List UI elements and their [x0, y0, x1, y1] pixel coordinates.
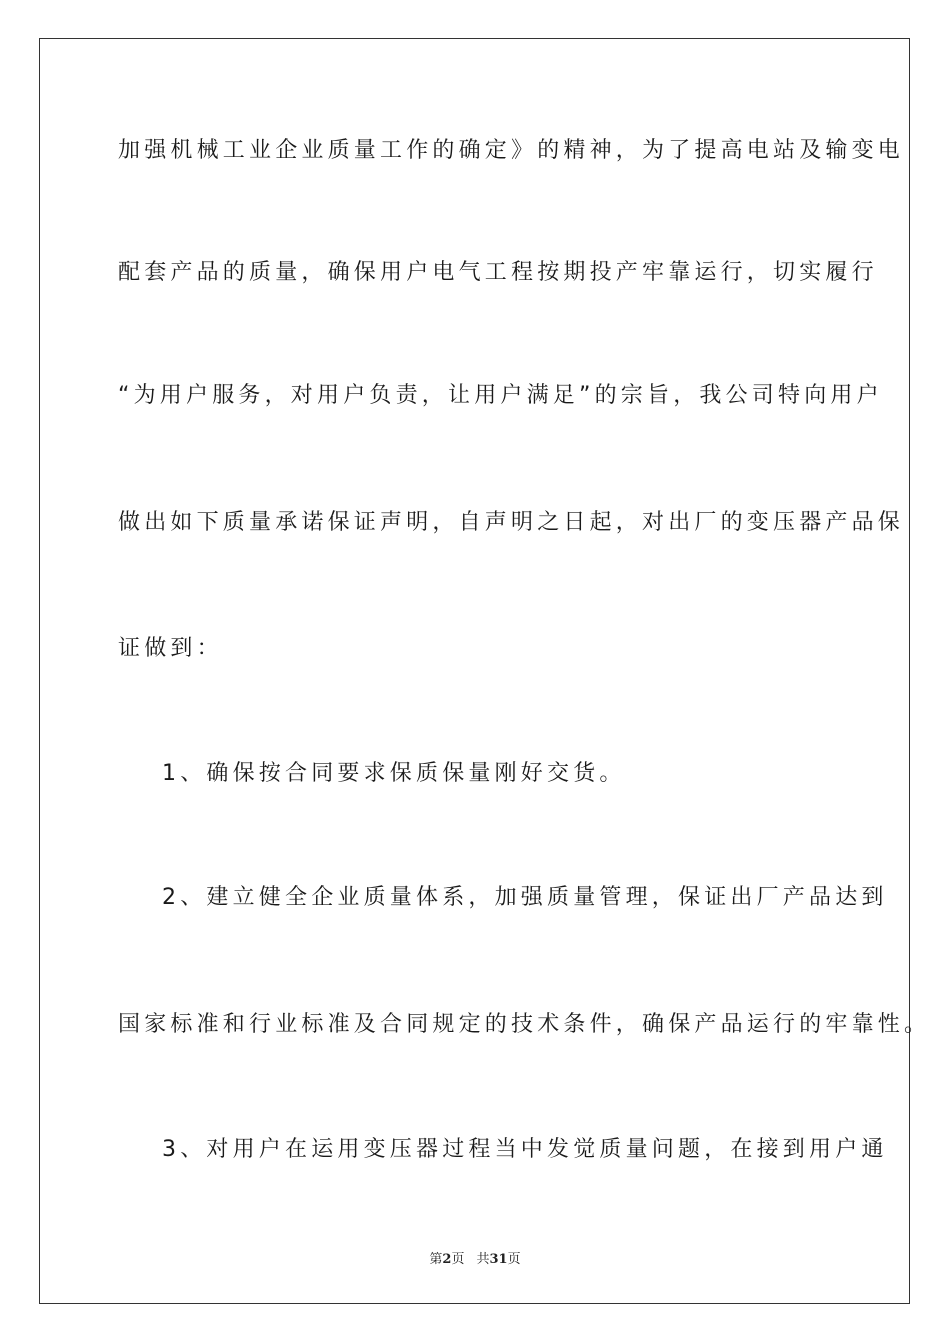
page-footer: [0, 1248, 950, 1267]
footer-page-number: 2: [442, 1252, 452, 1267]
list-item-3: 3、对用户在运用变压器过程当中发觉质量问题，在接到用户通: [162, 1137, 888, 1162]
body-line-5: 证做到：: [118, 636, 223, 661]
footer-total-prefix: 共: [476, 1252, 490, 1267]
list-item-1: 1、确保按合同要求保质保量刚好交货。: [162, 761, 626, 786]
footer-total-suffix: 页: [507, 1252, 521, 1267]
footer-page-prefix: 第: [429, 1252, 443, 1267]
body-line-2: 配套产品的质量，确保用户电气工程按期投产牢靠运行，切实履行: [118, 260, 878, 285]
page-border: [39, 38, 910, 1304]
body-line-4: 做出如下质量承诺保证声明，自声明之日起，对出厂的变压器产品保: [118, 510, 905, 535]
footer-total-pages: 31: [489, 1252, 508, 1267]
body-line-3: “为用户服务，对用户负责，让用户满足”的宗旨，我公司特向用户: [118, 383, 883, 408]
list-item-2: 2、建立健全企业质量体系，加强质量管理，保证出厂产品达到: [162, 885, 888, 910]
footer-page-suffix: 页: [451, 1252, 465, 1267]
body-line-1: 加强机械工业企业质量工作的确定》的精神，为了提高电站及输变电: [118, 138, 905, 163]
body-line-continuation: 国家标准和行业标准及合同规定的技术条件，确保产品运行的牢靠性。: [118, 1012, 931, 1037]
